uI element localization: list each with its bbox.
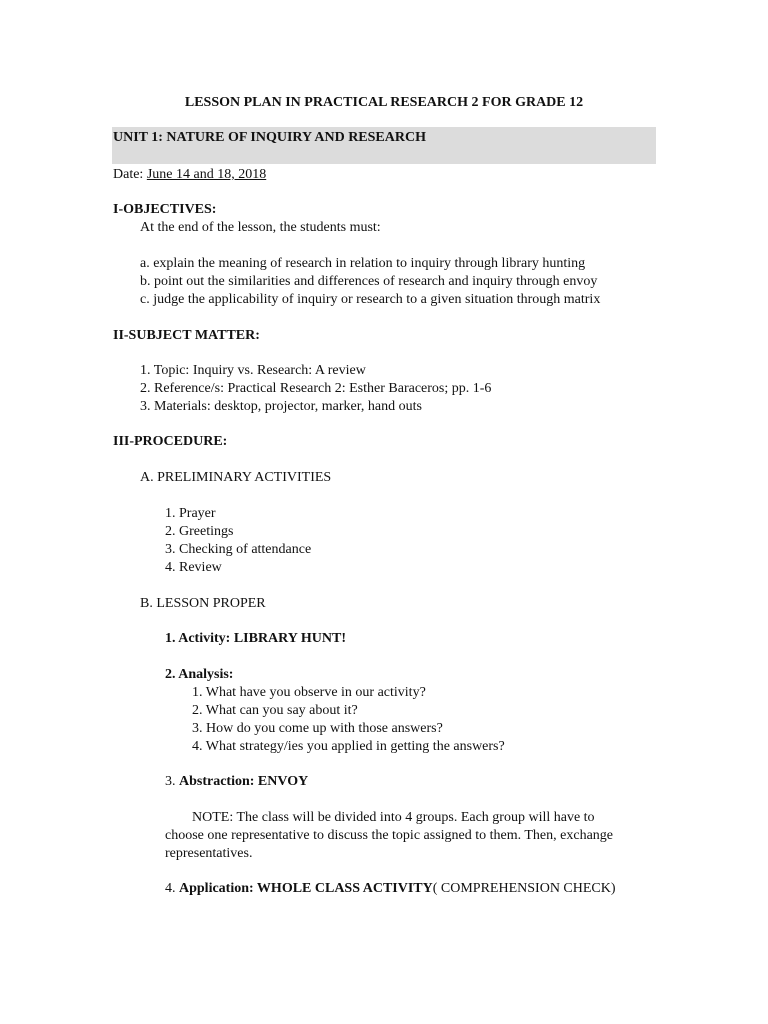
lesson-proper-heading: B. LESSON PROPER	[140, 596, 266, 611]
date-label: Date:	[113, 167, 147, 182]
preliminary-item: 3. Checking of attendance	[165, 542, 312, 557]
subject-matter-item: 2. Reference/s: Practical Research 2: Esther Baraceros; pp. 1-6	[140, 381, 492, 396]
subject-matter-heading: II-SUBJECT MATTER:	[113, 328, 260, 343]
application-label: Application: WHOLE CLASS ACTIVITY	[179, 881, 433, 896]
abstraction-label: Abstraction: ENVOY	[179, 774, 309, 789]
application-number: 4.	[165, 881, 179, 896]
application-suffix: ( COMPREHENSION CHECK)	[432, 881, 616, 896]
objective-item: b. point out the similarities and differences of research and inquiry through envoy	[140, 274, 598, 289]
subject-matter-item: 1. Topic: Inquiry vs. Research: A review	[140, 363, 366, 378]
objectives-intro: At the end of the lesson, the students must:	[140, 220, 381, 235]
procedure-heading: III-PROCEDURE:	[113, 434, 228, 449]
activity-line: 1. Activity: LIBRARY HUNT!	[165, 631, 346, 646]
objectives-heading: I-OBJECTIVES:	[113, 202, 217, 217]
preliminary-item: 2. Greetings	[165, 524, 234, 539]
application-line	[165, 880, 616, 898]
preliminary-heading: A. PRELIMINARY ACTIVITIES	[140, 470, 332, 485]
analysis-item: 4. What strategy/ies you applied in getting the answers?	[192, 739, 505, 754]
preliminary-item: 1. Prayer	[165, 506, 216, 521]
preliminary-item: 4. Review	[165, 560, 222, 575]
subject-matter-item: 3. Materials: desktop, projector, marker, hand outs	[140, 399, 422, 414]
analysis-heading: 2. Analysis:	[165, 667, 234, 682]
abstraction-number: 3.	[165, 774, 179, 789]
objective-item: a. explain the meaning of research in relation to inquiry through library hunting	[140, 256, 586, 271]
document-title: LESSON PLAN IN PRACTICAL RESEARCH 2 FOR GRADE 12	[184, 95, 584, 110]
analysis-item: 3. How do you come up with those answers?	[192, 721, 443, 736]
abstraction-line	[165, 773, 308, 791]
note-line: choose one representative to discuss the topic assigned to them. Then, exchange	[165, 828, 613, 843]
note-line: representatives.	[165, 846, 253, 861]
date-value: June 14 and 18, 2018	[146, 167, 267, 182]
analysis-item: 1. What have you observe in our activity?	[192, 685, 426, 700]
unit-heading: UNIT 1: NATURE OF INQUIRY AND RESEARCH	[113, 130, 426, 145]
date-line	[113, 166, 266, 184]
note-line: NOTE: The class will be divided into 4 groups. Each group will have to	[192, 810, 595, 825]
objective-item: c. judge the applicability of inquiry or research to a given situation through matrix	[140, 292, 601, 307]
analysis-item: 2. What can you say about it?	[192, 703, 358, 718]
